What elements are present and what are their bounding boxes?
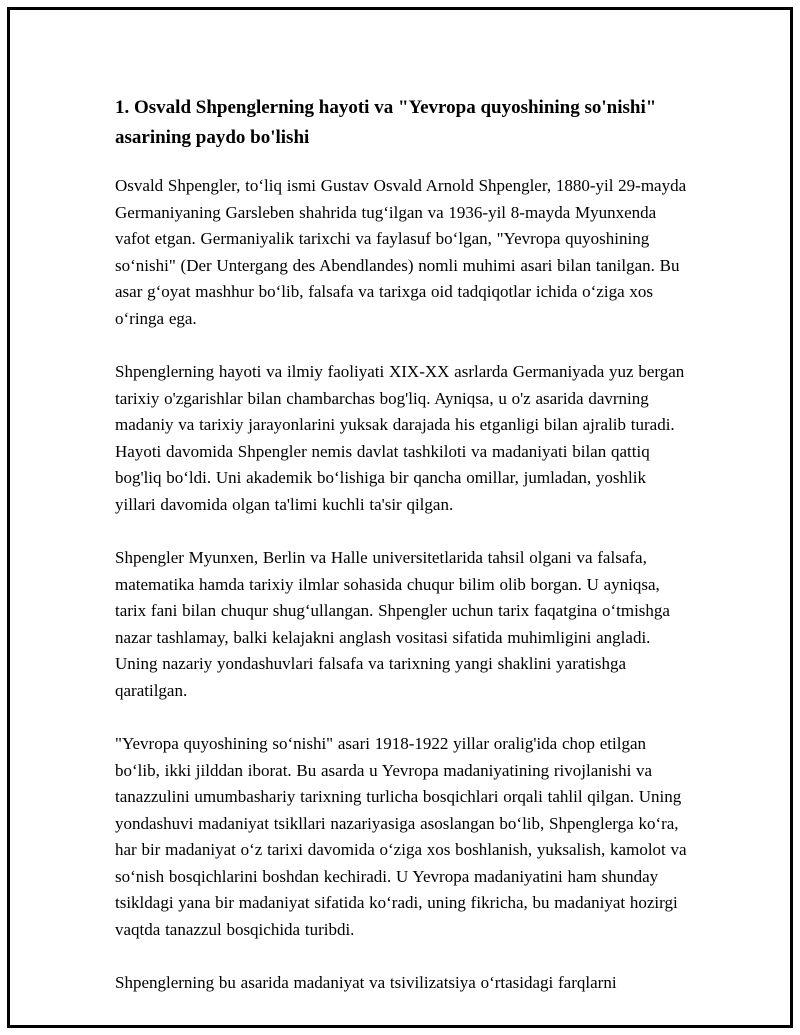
paragraph: Osvald Shpengler, toʻliq ismi Gustav Osvald Arnold Shpengler, 1880-yil 29-mayda Germaniyaning Garsleben shahrida tugʻilgan va 1936-yil 8-mayda Myunxenda vafot etgan. Germaniyalik tarixchi va faylasuf boʻlgan, "Yevropa quyoshining soʻnishi" (Der Untergang des Abendlandes) nomli muhimi asari bilan tanilgan. Bu asar gʻoyat mashhur boʻlib, falsafa va tarixga oid tadqiqotlar ichida oʻziga xos oʻringa ega.	[115, 176, 687, 328]
paragraph: Shpengler Myunxen, Berlin va Halle universitetlarida tahsil olgani va falsafa, matematika hamda tarixiy ilmlar sohasida chuqur bilim olib borgan. U ayniqsa, tarix fani bilan chuqur shugʻullangan. Shpengler uchun tarix faqatgina oʻtmishga nazar tashlamay, balki kelajakni anglash vositasi sifatida muhimligini angladi. Uning nazariy yondashuvlari falsafa va tarixning yangi shaklini yaratishga qaratilgan.	[115, 548, 670, 700]
paragraph-container	[115, 173, 687, 997]
paragraph: Shpenglerning bu asarida madaniyat va tsivilizatsiya oʻrtasidagi farqlarni	[115, 973, 617, 992]
paragraph: "Yevropa quyoshining soʻnishi" asari 1918-1922 yillar oralig'ida chop etilgan boʻlib, ikki jilddan iborat. Bu asarda u Yevropa madaniyatining rivojlanishi va tanazzulini umumbashariy tarixning turlicha bosqichlari orqali tahlil qilgan. Uning yondashuvi madaniyat tsikllari nazariyasiga asoslangan boʻlib, Shpenglerga koʻra, har bir madaniyat oʻz tarixi davomida oʻziga xos boshlanish, yuksalish, kamolot va soʻnish bosqichlarini boshdan kechiradi. U Yevropa madaniyatini ham shunday tsikldagi yana bir madaniyat sifatida koʻradi, uning fikricha, bu madaniyat hozirgi vaqtda tanazzul bosqichida turibdi.	[115, 734, 687, 939]
document-heading: 1. Osvald Shpenglerning hayoti va "Yevropa quyoshining so'nishi" asarining paydo bo'lishi	[115, 97, 657, 148]
document-content	[10, 10, 790, 1025]
paragraph: Shpenglerning hayoti va ilmiy faoliyati XIX-XX asrlarda Germaniyada yuz bergan tarixiy o'zgarishlar bilan chambarchas bog'liq. Ayniqsa, u o'z asarida davrning madaniy va tarixiy jarayonlarini yuksak darajada his etganligi bilan ajralib turadi. Hayoti davomida Shpengler nemis davlat tashkiloti va madaniyati bilan qattiq bog'liq boʻldi. Uni akademik boʻlishiga bir qancha omillar, jumladan, yoshlik yillari davomida olgan ta'limi kuchli ta'sir qilgan.	[115, 362, 685, 514]
page-border-frame	[7, 7, 793, 1028]
